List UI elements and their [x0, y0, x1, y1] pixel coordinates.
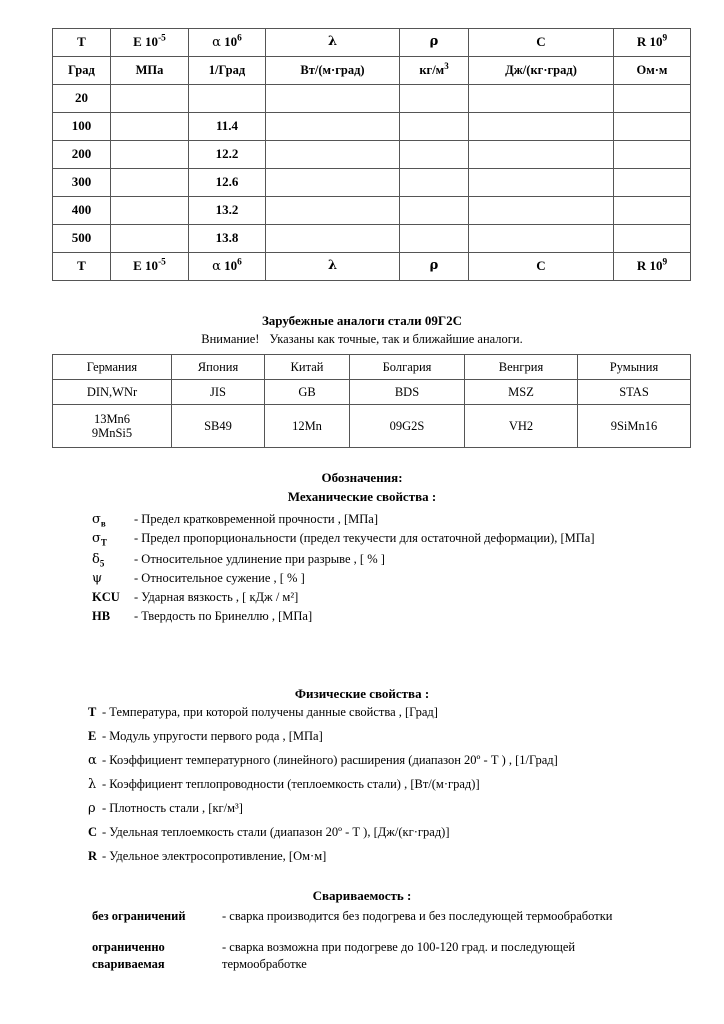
- definition-symbol: [92, 571, 134, 586]
- table-row-grades: [53, 405, 691, 448]
- unit-E: МПа: [111, 57, 189, 85]
- foreign-analogs-title: Зарубежные аналоги стали 09Г2С: [261, 313, 463, 328]
- unit-R: Ом·м: [614, 57, 691, 85]
- footer-symbol-T: T: [53, 253, 111, 281]
- foreign-analogs-note: [0, 332, 724, 347]
- cell-R: [614, 225, 691, 253]
- mechanical-definitions-list: [92, 512, 652, 628]
- unit-rho: [400, 57, 469, 85]
- cell-alpha: 13.8: [189, 225, 266, 253]
- definition-text: - Плотность стали , [кг/м³]: [102, 801, 243, 815]
- cell-temperature: 100: [53, 113, 111, 141]
- cell-rho: [400, 225, 469, 253]
- grade-cell: VH2: [465, 405, 578, 448]
- physical-properties-table: [52, 28, 691, 281]
- cell-temperature: 300: [53, 169, 111, 197]
- standard-cell: JIS: [172, 380, 265, 405]
- standard-cell: BDS: [350, 380, 465, 405]
- header-symbol-C: C: [469, 29, 614, 57]
- footer-symbol-R-base: R 10: [636, 258, 663, 274]
- table-row-symbols-bottom: [53, 253, 691, 281]
- symbol-subscript: 5: [99, 558, 105, 569]
- definition-row: [88, 729, 668, 744]
- definition-text: - сварка возможна при подогреве до 100-120 град. и последующей термообработке: [222, 939, 576, 971]
- definition-text: - Удельная теплоемкость стали (диапазон 20º - Т ), [Дж/(кг·град)]: [102, 825, 450, 839]
- grade-line: 9MnSi5: [91, 426, 133, 440]
- definition-symbol: E: [88, 729, 97, 743]
- mechanical-properties-heading: Механические свойства :: [287, 489, 437, 504]
- header-symbol-E-base: E 10: [133, 34, 159, 50]
- definition-text: - Ударная вязкость , [ кДж / м²]: [134, 590, 299, 604]
- cell-E: [111, 85, 189, 113]
- table-row: [53, 197, 691, 225]
- definition-row: [92, 939, 652, 973]
- cell-lambda: [266, 113, 400, 141]
- definition-symbol: HB: [92, 609, 111, 623]
- cell-rho: [400, 113, 469, 141]
- cell-lambda: [266, 197, 400, 225]
- country-cell: Венгрия: [465, 355, 578, 380]
- symbol-subscript: в: [100, 518, 106, 529]
- grade-cell: 9SiMn16: [578, 405, 691, 448]
- standard-cell: DIN,WNr: [53, 380, 172, 405]
- cell-E: [111, 113, 189, 141]
- footer-symbol-R: [614, 253, 691, 281]
- table-row: [53, 85, 691, 113]
- cell-C: [469, 225, 614, 253]
- header-symbol-E-exp: -5: [158, 33, 166, 44]
- symbol-base: δ: [92, 552, 100, 567]
- footer-symbol-alpha-glyph: α: [212, 258, 221, 274]
- definition-row: [92, 531, 652, 546]
- header-symbol-lambda: λ: [266, 29, 400, 57]
- cell-alpha: 12.6: [189, 169, 266, 197]
- physical-properties-heading: Физические свойства :: [294, 686, 430, 701]
- cell-alpha: [189, 85, 266, 113]
- country-cell: Япония: [172, 355, 265, 380]
- footer-symbol-E: [111, 253, 189, 281]
- cell-R: [614, 113, 691, 141]
- table-row-units: [53, 57, 691, 85]
- header-symbol-R: [614, 29, 691, 57]
- country-cell: Румыния: [578, 355, 691, 380]
- definition-text: - Относительное сужение , [ % ]: [134, 571, 305, 585]
- standard-cell: STAS: [578, 380, 691, 405]
- weldability-heading: Свариваемость :: [312, 888, 412, 903]
- cell-rho: [400, 85, 469, 113]
- definition-text: - Твердость по Бринеллю , [МПа]: [134, 609, 313, 623]
- cell-lambda: [266, 225, 400, 253]
- definition-text: - сварка производится без подогрева и без последующей термообработки: [222, 909, 613, 923]
- definition-row: [92, 512, 652, 527]
- weldability-definitions-list: [92, 908, 652, 987]
- cell-R: [614, 197, 691, 225]
- country-cell: Китай: [265, 355, 350, 380]
- note-text: Указаны как точные, так и ближайшие аналоги.: [269, 332, 523, 346]
- unit-lambda: Вт/(м·град): [266, 57, 400, 85]
- cell-temperature: 200: [53, 141, 111, 169]
- definition-symbol: [92, 531, 134, 546]
- footer-symbol-R-exp: 9: [662, 257, 668, 268]
- header-symbol-T: T: [53, 29, 111, 57]
- definition-row: [92, 590, 652, 605]
- definition-row: [88, 705, 668, 720]
- definition-symbol: ρ: [88, 801, 96, 816]
- symbol-base: σ: [92, 512, 101, 527]
- definition-row: [88, 825, 668, 840]
- standard-cell: GB: [265, 380, 350, 405]
- table-row-symbols-top: [53, 29, 691, 57]
- cell-alpha: 11.4: [189, 113, 266, 141]
- definition-text: - Коэффициент температурного (линейного) расширения (диапазон 20º - Т ) , [1/Град]: [102, 753, 558, 767]
- definition-text: - Предел пропорциональности (предел текучести для остаточной деформации), [МПа]: [134, 531, 595, 545]
- table-row-standards: [53, 380, 691, 405]
- notation-heading: Обозначения:: [321, 470, 403, 485]
- table-row: [53, 141, 691, 169]
- definition-symbol: C: [88, 825, 98, 839]
- country-cell: Германия: [53, 355, 172, 380]
- header-symbol-E: [111, 29, 189, 57]
- definition-row: [88, 801, 668, 816]
- definition-row: [92, 609, 652, 624]
- footer-symbol-C: C: [469, 253, 614, 281]
- symbol-base: ψ: [92, 571, 103, 586]
- cell-C: [469, 197, 614, 225]
- cell-C: [469, 169, 614, 197]
- symbol-base: σ: [92, 531, 101, 546]
- definition-symbol: [92, 552, 134, 567]
- grade-line: 13Mn6: [93, 411, 131, 426]
- definition-row: [88, 849, 668, 864]
- cell-C: [469, 113, 614, 141]
- definition-text: - Удельное электросопротивление, [Ом·м]: [102, 849, 327, 863]
- grade-cell: 09G2S: [350, 405, 465, 448]
- cell-R: [614, 169, 691, 197]
- table-row: [53, 225, 691, 253]
- table-row: [53, 169, 691, 197]
- table-row-countries: [53, 355, 691, 380]
- header-symbol-R-base: R 10: [636, 34, 663, 50]
- header-symbol-alpha-base: 10: [224, 33, 238, 49]
- cell-alpha: 13.2: [189, 197, 266, 225]
- cell-rho: [400, 169, 469, 197]
- definition-symbol: α: [88, 753, 97, 768]
- definition-row: [92, 908, 652, 925]
- foreign-analogs-table: [52, 354, 691, 448]
- header-symbol-R-exp: 9: [662, 33, 668, 44]
- definition-row: [88, 777, 668, 792]
- note-label: Внимание!: [201, 332, 260, 346]
- cell-C: [469, 85, 614, 113]
- definition-row: [88, 753, 668, 768]
- weldability-term: без ограничений: [92, 909, 186, 923]
- definition-row: [92, 552, 652, 567]
- definition-symbol: R: [88, 849, 98, 863]
- cell-E: [111, 225, 189, 253]
- header-symbol-alpha: [189, 29, 266, 57]
- definition-symbol: KCU: [92, 590, 120, 604]
- cell-lambda: [266, 141, 400, 169]
- footer-symbol-alpha: [189, 253, 266, 281]
- unit-T: Град: [53, 57, 111, 85]
- cell-temperature: 500: [53, 225, 111, 253]
- cell-lambda: [266, 169, 400, 197]
- header-symbol-alpha-exp: 6: [237, 33, 242, 44]
- header-symbol-alpha-glyph: α: [212, 34, 221, 50]
- physical-definitions-list: [88, 705, 668, 873]
- footer-symbol-E-exp: -5: [158, 257, 166, 268]
- definition-symbol: λ: [88, 777, 97, 792]
- grade-cell: [53, 405, 172, 448]
- cell-lambda: [266, 85, 400, 113]
- standard-cell: MSZ: [465, 380, 578, 405]
- definition-symbol: [92, 512, 134, 527]
- unit-alpha: 1/Град: [189, 57, 266, 85]
- footer-symbol-lambda: λ: [266, 253, 400, 281]
- cell-rho: [400, 197, 469, 225]
- definition-text: - Относительное удлинение при разрыве , [ % ]: [134, 552, 385, 566]
- footer-symbol-rho: ρ: [400, 253, 469, 281]
- cell-C: [469, 141, 614, 169]
- cell-R: [614, 85, 691, 113]
- footer-symbol-alpha-base: 10: [224, 257, 238, 273]
- cell-rho: [400, 141, 469, 169]
- definition-symbol: T: [88, 705, 97, 719]
- grade-cell: SB49: [172, 405, 265, 448]
- country-cell: Болгария: [350, 355, 465, 380]
- definition-row: [92, 571, 652, 586]
- definition-text: - Предел кратковременной прочности , [МПа]: [134, 512, 379, 526]
- cell-temperature: 400: [53, 197, 111, 225]
- footer-symbol-alpha-exp: 6: [237, 257, 242, 268]
- unit-rho-base: кг/м: [419, 63, 445, 78]
- definition-text: - Коэффициент теплопроводности (теплоемкость стали) , [Вт/(м·град)]: [102, 777, 480, 791]
- table-row: [53, 113, 691, 141]
- cell-R: [614, 141, 691, 169]
- footer-symbol-E-base: E 10: [133, 258, 159, 274]
- header-symbol-rho: ρ: [400, 29, 469, 57]
- cell-temperature: 20: [53, 85, 111, 113]
- definition-text: - Модуль упругости первого рода , [МПа]: [102, 729, 323, 743]
- symbol-subscript: Т: [100, 537, 107, 548]
- cell-E: [111, 169, 189, 197]
- weldability-term: ограниченно свариваемая: [92, 939, 165, 971]
- cell-alpha: 12.2: [189, 141, 266, 169]
- grade-cell: 12Mn: [265, 405, 350, 448]
- unit-C: Дж/(кг·град): [469, 57, 614, 85]
- cell-E: [111, 197, 189, 225]
- definition-text: - Температура, при которой получены данные свойства , [Град]: [102, 705, 438, 719]
- unit-rho-exp: 3: [444, 61, 449, 72]
- cell-E: [111, 141, 189, 169]
